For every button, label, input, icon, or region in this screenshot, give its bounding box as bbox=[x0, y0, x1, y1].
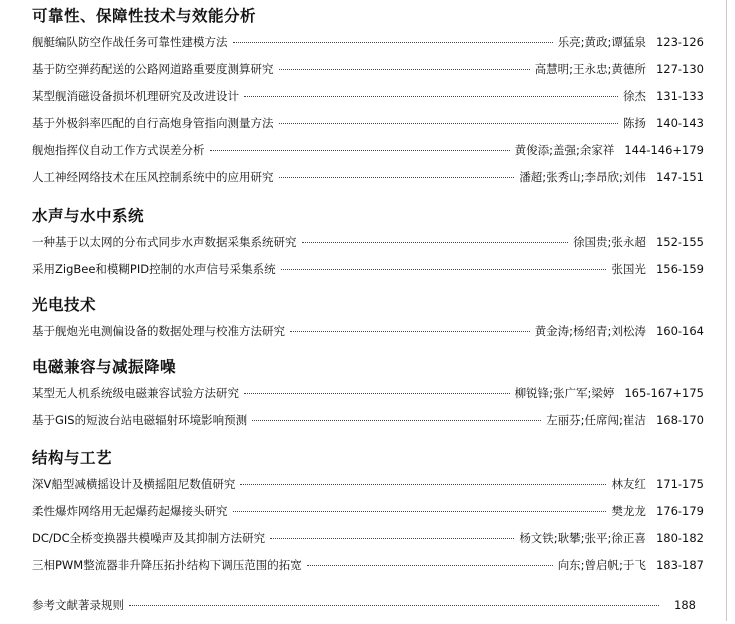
entry-pages: 144-146+179 bbox=[624, 143, 704, 157]
entry-title: 柔性爆炸网络用无起爆药起爆接头研究 bbox=[32, 504, 228, 518]
entry-authors: 向东;曾启帆;于飞 bbox=[557, 558, 646, 572]
toc-entry[interactable] bbox=[32, 234, 704, 261]
entry-pages: 160-164 bbox=[655, 324, 704, 338]
entry-authors: 高慧明;王永忠;黄德所 bbox=[534, 62, 646, 76]
entry-authors: 樊龙龙 bbox=[611, 504, 646, 518]
dot-leader bbox=[240, 484, 606, 485]
toc-section-structure bbox=[32, 448, 704, 584]
toc-section-underwater-acoustics bbox=[32, 206, 704, 288]
section-title: 水声与水中系统 bbox=[32, 207, 145, 225]
toc-section-reliability bbox=[32, 6, 704, 196]
entry-authors: 乐亮;黄政;谭猛泉 bbox=[557, 35, 646, 49]
entry-title: 舰艇编队防空作战任务可靠性建模方法 bbox=[32, 35, 228, 49]
dot-leader bbox=[252, 420, 541, 421]
dot-leader bbox=[210, 150, 510, 151]
toc-section-optoelectronics bbox=[32, 295, 704, 350]
toc-entry[interactable] bbox=[32, 61, 704, 88]
entry-pages: 156-159 bbox=[655, 262, 704, 276]
entry-pages: 183-187 bbox=[655, 558, 704, 572]
entry-pages: 176-179 bbox=[655, 504, 704, 518]
dot-leader bbox=[307, 565, 553, 566]
entry-authors: 陈扬 bbox=[622, 116, 646, 130]
entry-pages: 165-167+175 bbox=[624, 386, 704, 400]
dot-leader bbox=[244, 393, 510, 394]
toc-entry[interactable] bbox=[32, 323, 704, 350]
toc-entry[interactable] bbox=[32, 169, 704, 196]
entry-title: 基于GIS的短波台站电磁辐射环境影响预测 bbox=[32, 413, 248, 427]
entry-title: 某型舰消磁设备损坏机理研究及改进设计 bbox=[32, 89, 239, 103]
entry-pages: 180-182 bbox=[655, 531, 704, 545]
toc-entry[interactable] bbox=[32, 115, 704, 142]
toc-entry[interactable] bbox=[32, 503, 704, 530]
entry-pages: 123-126 bbox=[655, 35, 704, 49]
dot-leader bbox=[279, 177, 515, 178]
entry-pages: 131-133 bbox=[655, 89, 704, 103]
entry-authors: 柳锐锋;张广军;梁婷 bbox=[514, 386, 615, 400]
toc-section-emc bbox=[32, 357, 704, 439]
entry-pages: 140-143 bbox=[655, 116, 704, 130]
dot-leader bbox=[281, 269, 607, 270]
toc-entry[interactable] bbox=[32, 385, 704, 412]
entry-authors: 黄金涛;杨绍青;刘松涛 bbox=[534, 324, 646, 338]
dot-leader bbox=[302, 242, 569, 243]
entry-pages: 152-155 bbox=[655, 235, 704, 249]
entry-title: 一种基于以太网的分布式同步水声数据采集系统研究 bbox=[32, 235, 297, 249]
dot-leader bbox=[233, 42, 553, 43]
entry-authors: 徐杰 bbox=[622, 89, 646, 103]
entry-title: 基于防空弹药配送的公路网道路重要度测算研究 bbox=[32, 62, 274, 76]
toc-entry[interactable] bbox=[32, 261, 704, 288]
entry-title: 采用ZigBee和模糊PID控制的水声信号采集系统 bbox=[32, 262, 276, 276]
toc-entry[interactable] bbox=[32, 142, 704, 169]
entry-title: DC/DC全桥变换器共模噪声及其抑制方法研究 bbox=[32, 531, 266, 545]
toc-entry[interactable] bbox=[32, 476, 704, 503]
dot-leader bbox=[279, 123, 618, 124]
entry-pages: 168-170 bbox=[655, 413, 704, 427]
dot-leader bbox=[129, 605, 659, 606]
entry-title: 参考文献著录规则 bbox=[32, 598, 124, 612]
toc-entry[interactable] bbox=[32, 88, 704, 115]
dot-leader bbox=[290, 331, 530, 332]
entry-pages: 127-130 bbox=[655, 62, 704, 76]
entry-title: 基于外极斜率匹配的自行高炮身管指向测量方法 bbox=[32, 116, 274, 130]
entry-pages: 147-151 bbox=[655, 170, 704, 184]
entry-authors: 杨文铁;耿攀;张平;徐正喜 bbox=[519, 531, 646, 545]
dot-leader bbox=[244, 96, 618, 97]
entry-authors: 左丽芬;任席闯;崔洁 bbox=[546, 413, 646, 427]
entry-title: 人工神经网络技术在压风控制系统中的应用研究 bbox=[32, 170, 274, 184]
dot-leader bbox=[270, 538, 514, 539]
entry-title: 基于舰炮光电测偏设备的数据处理与校准方法研究 bbox=[32, 324, 285, 338]
section-title: 光电技术 bbox=[32, 296, 97, 314]
dot-leader bbox=[233, 511, 607, 512]
entry-title: 某型无人机系统级电磁兼容试验方法研究 bbox=[32, 386, 239, 400]
entry-pages: 188 bbox=[674, 598, 696, 612]
entry-authors: 黄俊添;盖强;余家祥 bbox=[514, 143, 615, 157]
dot-leader bbox=[279, 69, 530, 70]
entry-authors: 徐国贵;张永超 bbox=[573, 235, 646, 249]
section-title: 结构与工艺 bbox=[32, 449, 113, 467]
toc-entry[interactable] bbox=[32, 412, 704, 439]
entry-authors: 潘超;张秀山;李昂欣;刘伟 bbox=[519, 170, 646, 184]
toc-entry[interactable] bbox=[32, 557, 704, 584]
entry-title: 深V船型减横摇设计及横摇阻尼数值研究 bbox=[32, 477, 236, 491]
entry-authors: 林友红 bbox=[611, 477, 646, 491]
section-title: 电磁兼容与减振降噪 bbox=[32, 358, 177, 376]
entry-title: 舰炮指挥仪自动工作方式误差分析 bbox=[32, 143, 205, 157]
toc-entry-references[interactable] bbox=[32, 597, 696, 624]
toc-entry[interactable] bbox=[32, 34, 704, 61]
entry-pages: 171-175 bbox=[655, 477, 704, 491]
section-title: 可靠性、保障性技术与效能分析 bbox=[32, 7, 257, 25]
toc-entry[interactable] bbox=[32, 530, 704, 557]
entry-title: 三相PWM整流器非升降压拓扑结构下调压范围的拓宽 bbox=[32, 558, 302, 572]
entry-authors: 张国光 bbox=[611, 262, 646, 276]
